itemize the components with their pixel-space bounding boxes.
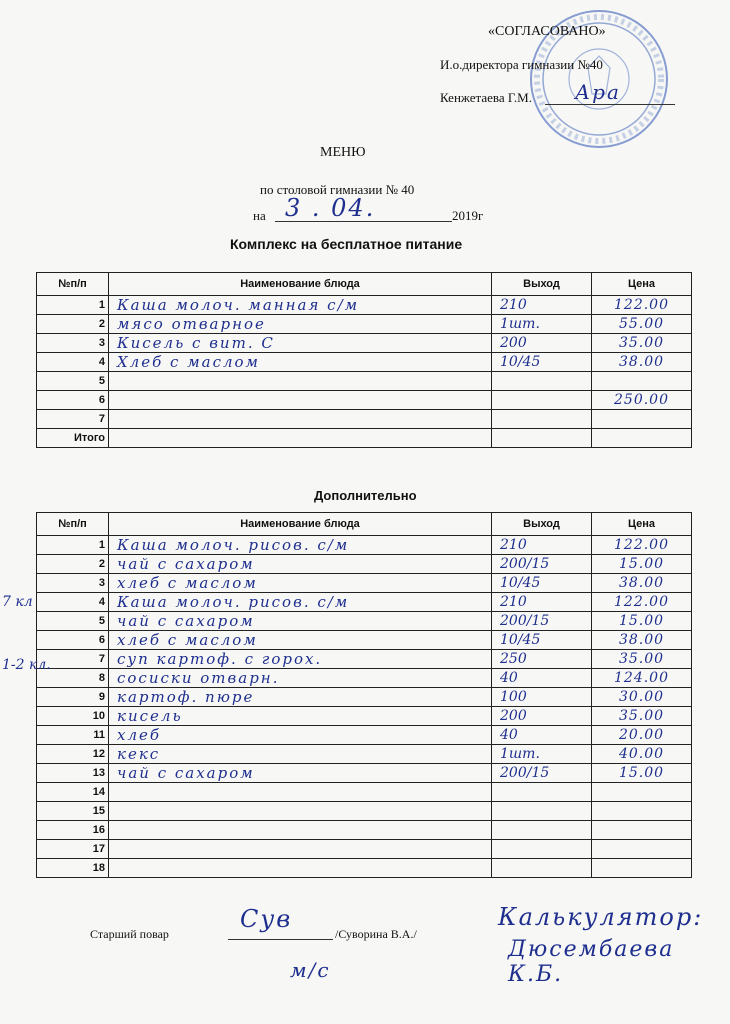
dish-name: чай с сахаром bbox=[109, 555, 492, 574]
row-number: 12 bbox=[37, 745, 109, 764]
dish-price: 122.00 bbox=[592, 536, 692, 555]
dish-name: сосиски отварн. bbox=[109, 669, 492, 688]
dish-name: чай с сахаром bbox=[109, 764, 492, 783]
dish-output: 10/45 bbox=[492, 631, 592, 650]
row-number: Итого bbox=[37, 429, 109, 448]
dish-name: кисель bbox=[109, 707, 492, 726]
row-number: 4 bbox=[37, 353, 109, 372]
dish-name: мясо отварное bbox=[109, 315, 492, 334]
dish-name: Каша молоч. рисов. с/м bbox=[109, 593, 492, 612]
menu-title: МЕНЮ bbox=[320, 145, 366, 160]
table-row bbox=[37, 353, 692, 372]
dish-output: 250 bbox=[492, 650, 592, 669]
column-header-price: Цена bbox=[592, 273, 692, 296]
row-number: 18 bbox=[37, 859, 109, 878]
dish-price: 124.00 bbox=[592, 669, 692, 688]
complex-menu-table bbox=[36, 272, 692, 448]
dish-output bbox=[492, 783, 592, 802]
dish-name: Кисель с вит. С bbox=[109, 334, 492, 353]
dish-price: 38.00 bbox=[592, 353, 692, 372]
row-number: 6 bbox=[37, 391, 109, 410]
dish-output: 200/15 bbox=[492, 612, 592, 631]
row-number: 5 bbox=[37, 372, 109, 391]
row-number: 2 bbox=[37, 555, 109, 574]
extra-section-title: Дополнительно bbox=[314, 488, 417, 503]
dish-price bbox=[592, 821, 692, 840]
row-number: 7 bbox=[37, 410, 109, 429]
table-row bbox=[37, 429, 692, 448]
table-row bbox=[37, 536, 692, 555]
dish-price bbox=[592, 410, 692, 429]
nurse-signature: м/с bbox=[290, 958, 331, 982]
dish-output: 210 bbox=[492, 593, 592, 612]
table-row bbox=[37, 315, 692, 334]
dish-output: 200/15 bbox=[492, 555, 592, 574]
row-number: 5 bbox=[37, 612, 109, 631]
dish-price bbox=[592, 859, 692, 878]
dish-output: 200/15 bbox=[492, 764, 592, 783]
dish-name: Хлеб с маслом bbox=[109, 353, 492, 372]
calculator-name: Дюсембаева К.Б. bbox=[508, 937, 675, 987]
table-row bbox=[37, 372, 692, 391]
dish-name bbox=[109, 391, 492, 410]
dish-price: 250.00 bbox=[592, 391, 692, 410]
dish-price bbox=[592, 783, 692, 802]
table-row bbox=[37, 410, 692, 429]
date-year: 2019г bbox=[452, 208, 484, 223]
row-number: 7 bbox=[37, 650, 109, 669]
dish-name: кекс bbox=[109, 745, 492, 764]
dish-name bbox=[109, 840, 492, 859]
dish-price: 15.00 bbox=[592, 764, 692, 783]
director-signature: Ара bbox=[575, 80, 621, 104]
row-number: 6 bbox=[37, 631, 109, 650]
table-row bbox=[37, 802, 692, 821]
table-row bbox=[37, 688, 692, 707]
row-number: 3 bbox=[37, 334, 109, 353]
row-number: 14 bbox=[37, 783, 109, 802]
dish-name bbox=[109, 859, 492, 878]
dish-name bbox=[109, 410, 492, 429]
dish-output: 1шт. bbox=[492, 745, 592, 764]
dish-price: 38.00 bbox=[592, 574, 692, 593]
dish-name bbox=[109, 783, 492, 802]
dish-price bbox=[592, 429, 692, 448]
table-row bbox=[37, 745, 692, 764]
row-number: 15 bbox=[37, 802, 109, 821]
row-number: 11 bbox=[37, 726, 109, 745]
dish-price: 55.00 bbox=[592, 315, 692, 334]
approval-signature-line bbox=[545, 104, 675, 105]
table-header-row bbox=[37, 513, 692, 536]
dish-output bbox=[492, 859, 592, 878]
extra-menu-table bbox=[36, 512, 692, 878]
row-number: 8 bbox=[37, 669, 109, 688]
dish-output: 40 bbox=[492, 726, 592, 745]
dish-name: Каша молоч. рисов. с/м bbox=[109, 536, 492, 555]
dish-price bbox=[592, 372, 692, 391]
column-header-output: Выход bbox=[492, 273, 592, 296]
column-header-dish: Наименование блюда bbox=[109, 513, 492, 536]
margin-note-grades1-2: 1-2 кл. bbox=[2, 657, 51, 673]
dish-name: хлеб bbox=[109, 726, 492, 745]
date-value: 3 . 04. bbox=[285, 194, 376, 222]
row-number: 9 bbox=[37, 688, 109, 707]
dish-price: 15.00 bbox=[592, 555, 692, 574]
table-row bbox=[37, 707, 692, 726]
row-number: 17 bbox=[37, 840, 109, 859]
dish-price: 20.00 bbox=[592, 726, 692, 745]
row-number: 4 bbox=[37, 593, 109, 612]
dish-name: хлеб с маслом bbox=[109, 631, 492, 650]
dish-name bbox=[109, 821, 492, 840]
row-number: 1 bbox=[37, 296, 109, 315]
dish-price bbox=[592, 802, 692, 821]
dish-output: 200 bbox=[492, 334, 592, 353]
row-number: 3 bbox=[37, 574, 109, 593]
table-row bbox=[37, 783, 692, 802]
dish-output bbox=[492, 821, 592, 840]
dish-name: Каша молоч. манная с/м bbox=[109, 296, 492, 315]
dish-output: 210 bbox=[492, 296, 592, 315]
dish-price: 122.00 bbox=[592, 296, 692, 315]
dish-output: 10/45 bbox=[492, 353, 592, 372]
dish-name: чай с сахаром bbox=[109, 612, 492, 631]
table-row bbox=[37, 391, 692, 410]
table-row bbox=[37, 669, 692, 688]
column-header-number: №п/п bbox=[37, 513, 109, 536]
dish-output bbox=[492, 840, 592, 859]
row-number: 16 bbox=[37, 821, 109, 840]
dish-price: 122.00 bbox=[592, 593, 692, 612]
dish-price: 35.00 bbox=[592, 334, 692, 353]
dish-output bbox=[492, 391, 592, 410]
dish-output bbox=[492, 802, 592, 821]
dish-output bbox=[492, 410, 592, 429]
dish-output: 100 bbox=[492, 688, 592, 707]
dish-name bbox=[109, 802, 492, 821]
date-prefix: на bbox=[253, 208, 266, 223]
dish-name: суп картоф. с горох. bbox=[109, 650, 492, 669]
approval-role: И.о.директора гимназии №40 bbox=[440, 57, 603, 72]
table-row bbox=[37, 840, 692, 859]
column-header-price: Цена bbox=[592, 513, 692, 536]
table-row bbox=[37, 821, 692, 840]
dish-name: хлеб с маслом bbox=[109, 574, 492, 593]
row-number: 2 bbox=[37, 315, 109, 334]
complex-section-title: Комплекс на бесплатное питание bbox=[230, 236, 463, 252]
dish-output bbox=[492, 429, 592, 448]
dish-output: 200 bbox=[492, 707, 592, 726]
table-row bbox=[37, 574, 692, 593]
menu-subtitle: по столовой гимназии № 40 bbox=[260, 182, 415, 197]
dish-name: картоф. пюре bbox=[109, 688, 492, 707]
row-number: 1 bbox=[37, 536, 109, 555]
dish-price: 35.00 bbox=[592, 650, 692, 669]
approval-name: Кенжетаева Г.М. bbox=[440, 90, 532, 105]
row-number: 13 bbox=[37, 764, 109, 783]
calculator-label: Калькулятор: bbox=[498, 903, 704, 931]
column-header-output: Выход bbox=[492, 513, 592, 536]
dish-output: 210 bbox=[492, 536, 592, 555]
row-number: 10 bbox=[37, 707, 109, 726]
approval-title: «СОГЛАСОВАНО» bbox=[488, 24, 606, 39]
table-row bbox=[37, 334, 692, 353]
dish-output bbox=[492, 372, 592, 391]
cook-signature: Сув bbox=[240, 905, 293, 933]
column-header-dish: Наименование блюда bbox=[109, 273, 492, 296]
dish-price bbox=[592, 840, 692, 859]
column-header-number: №п/п bbox=[37, 273, 109, 296]
table-header-row bbox=[37, 273, 692, 296]
dish-price: 30.00 bbox=[592, 688, 692, 707]
dish-price: 35.00 bbox=[592, 707, 692, 726]
table-row bbox=[37, 593, 692, 612]
margin-note-grade7: 7 кл bbox=[2, 594, 33, 610]
dish-output: 10/45 bbox=[492, 574, 592, 593]
table-row bbox=[37, 650, 692, 669]
table-row bbox=[37, 296, 692, 315]
dish-price: 15.00 bbox=[592, 612, 692, 631]
table-row bbox=[37, 726, 692, 745]
dish-price: 40.00 bbox=[592, 745, 692, 764]
cook-name: /Суворина В.А./ bbox=[335, 927, 417, 941]
table-row bbox=[37, 859, 692, 878]
dish-output: 1шт. bbox=[492, 315, 592, 334]
cook-signature-line bbox=[228, 939, 333, 940]
dish-output: 40 bbox=[492, 669, 592, 688]
senior-cook-label: Старший повар bbox=[90, 927, 169, 941]
table-row bbox=[37, 612, 692, 631]
table-row bbox=[37, 764, 692, 783]
dish-name bbox=[109, 429, 492, 448]
dish-price: 38.00 bbox=[592, 631, 692, 650]
dish-name bbox=[109, 372, 492, 391]
table-row bbox=[37, 555, 692, 574]
table-row bbox=[37, 631, 692, 650]
